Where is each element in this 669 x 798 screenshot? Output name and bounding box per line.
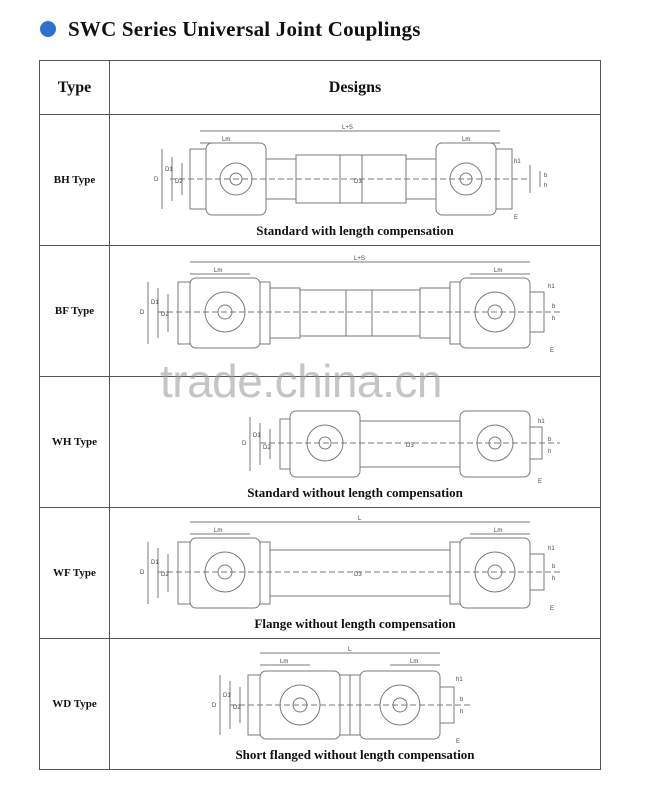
lm-label-right: Lm xyxy=(494,528,503,534)
wh-coupling-drawing xyxy=(110,383,601,487)
length-label: L xyxy=(358,516,362,522)
bf-coupling-drawing xyxy=(110,252,601,356)
dim-h1: h1 xyxy=(538,419,545,425)
design-cell xyxy=(110,377,601,508)
coupling-types-table xyxy=(39,60,601,770)
dim-h1: h1 xyxy=(456,677,463,683)
design-caption: Standard without length compensation xyxy=(247,485,463,500)
dim-b: b xyxy=(460,697,464,703)
dim-d2: D2 xyxy=(161,312,169,318)
dim-d1: D1 xyxy=(151,560,159,566)
dim-d: D xyxy=(154,177,159,183)
dim-e: E xyxy=(538,479,543,485)
column-header-designs: Designs xyxy=(110,61,601,115)
dim-d3: D3 xyxy=(406,443,414,449)
dim-h1: h1 xyxy=(548,284,555,290)
dim-d3: D3 xyxy=(354,179,362,185)
type-cell: WD Type xyxy=(40,639,110,770)
design-caption: Standard with length compensation xyxy=(256,223,454,238)
table-row xyxy=(40,246,601,377)
dim-d1: D1 xyxy=(165,167,173,173)
dim-d2: D2 xyxy=(175,179,183,185)
dim-h1: h1 xyxy=(514,159,521,165)
lm-label-left: Lm xyxy=(214,528,223,534)
dim-e: E xyxy=(550,606,555,612)
length-label: L+S xyxy=(342,125,353,131)
length-label: L xyxy=(348,647,352,653)
dim-h: h xyxy=(460,709,464,715)
column-header-type: Type xyxy=(40,61,110,115)
length-label: L+S xyxy=(354,256,365,262)
dim-h: h xyxy=(552,576,556,582)
table-row xyxy=(40,115,601,246)
design-cell xyxy=(110,639,601,770)
dim-h1: h1 xyxy=(548,546,555,552)
dim-e: E xyxy=(550,348,555,354)
dim-d: D xyxy=(212,703,217,709)
page-title: SWC Series Universal Joint Couplings xyxy=(68,16,421,41)
lm-label-right: Lm xyxy=(462,137,471,143)
dim-d1: D1 xyxy=(223,693,231,699)
type-cell: BH Type xyxy=(40,115,110,246)
dim-e: E xyxy=(456,739,461,745)
type-cell: BF Type xyxy=(40,246,110,377)
lm-label-left: Lm xyxy=(222,137,231,143)
lm-label-right: Lm xyxy=(410,659,419,665)
table-row xyxy=(40,639,601,770)
dim-h: h xyxy=(544,183,548,189)
lm-label-left: Lm xyxy=(280,659,289,665)
dim-d1: D1 xyxy=(151,300,159,306)
dim-e: E xyxy=(514,215,519,221)
table-row xyxy=(40,508,601,639)
dim-d2: D2 xyxy=(263,445,271,451)
table-header-row xyxy=(40,61,601,115)
dim-b: b xyxy=(552,564,556,570)
design-cell xyxy=(110,115,601,246)
lm-label-left: Lm xyxy=(214,268,223,274)
dim-d2: D2 xyxy=(161,572,169,578)
lm-label-right: Lm xyxy=(494,268,503,274)
dim-d: D xyxy=(140,310,145,316)
page-header xyxy=(40,14,421,44)
dim-d1: D1 xyxy=(253,433,261,439)
dim-b: b xyxy=(548,437,552,443)
table-row xyxy=(40,377,601,508)
dim-b: b xyxy=(544,173,548,179)
watermark: trade.china.cn xyxy=(160,355,442,407)
dim-d: D xyxy=(140,570,145,576)
design-cell xyxy=(110,246,601,377)
dim-b: b xyxy=(552,304,556,310)
type-cell: WH Type xyxy=(40,377,110,508)
dim-d2: D2 xyxy=(233,705,241,711)
bh-coupling-drawing xyxy=(110,121,601,225)
dim-d: D xyxy=(242,441,247,447)
wd-coupling-drawing xyxy=(110,645,601,749)
dim-h: h xyxy=(548,449,552,455)
type-cell: WF Type xyxy=(40,508,110,639)
design-cell xyxy=(110,508,601,639)
bullet-icon xyxy=(40,21,56,37)
dim-h: h xyxy=(552,316,556,322)
wf-coupling-drawing xyxy=(110,514,601,618)
dim-d3: D3 xyxy=(354,572,362,578)
design-caption: Short flanged without length compensation xyxy=(235,747,475,762)
design-caption: Flange without length compensation xyxy=(254,616,456,631)
